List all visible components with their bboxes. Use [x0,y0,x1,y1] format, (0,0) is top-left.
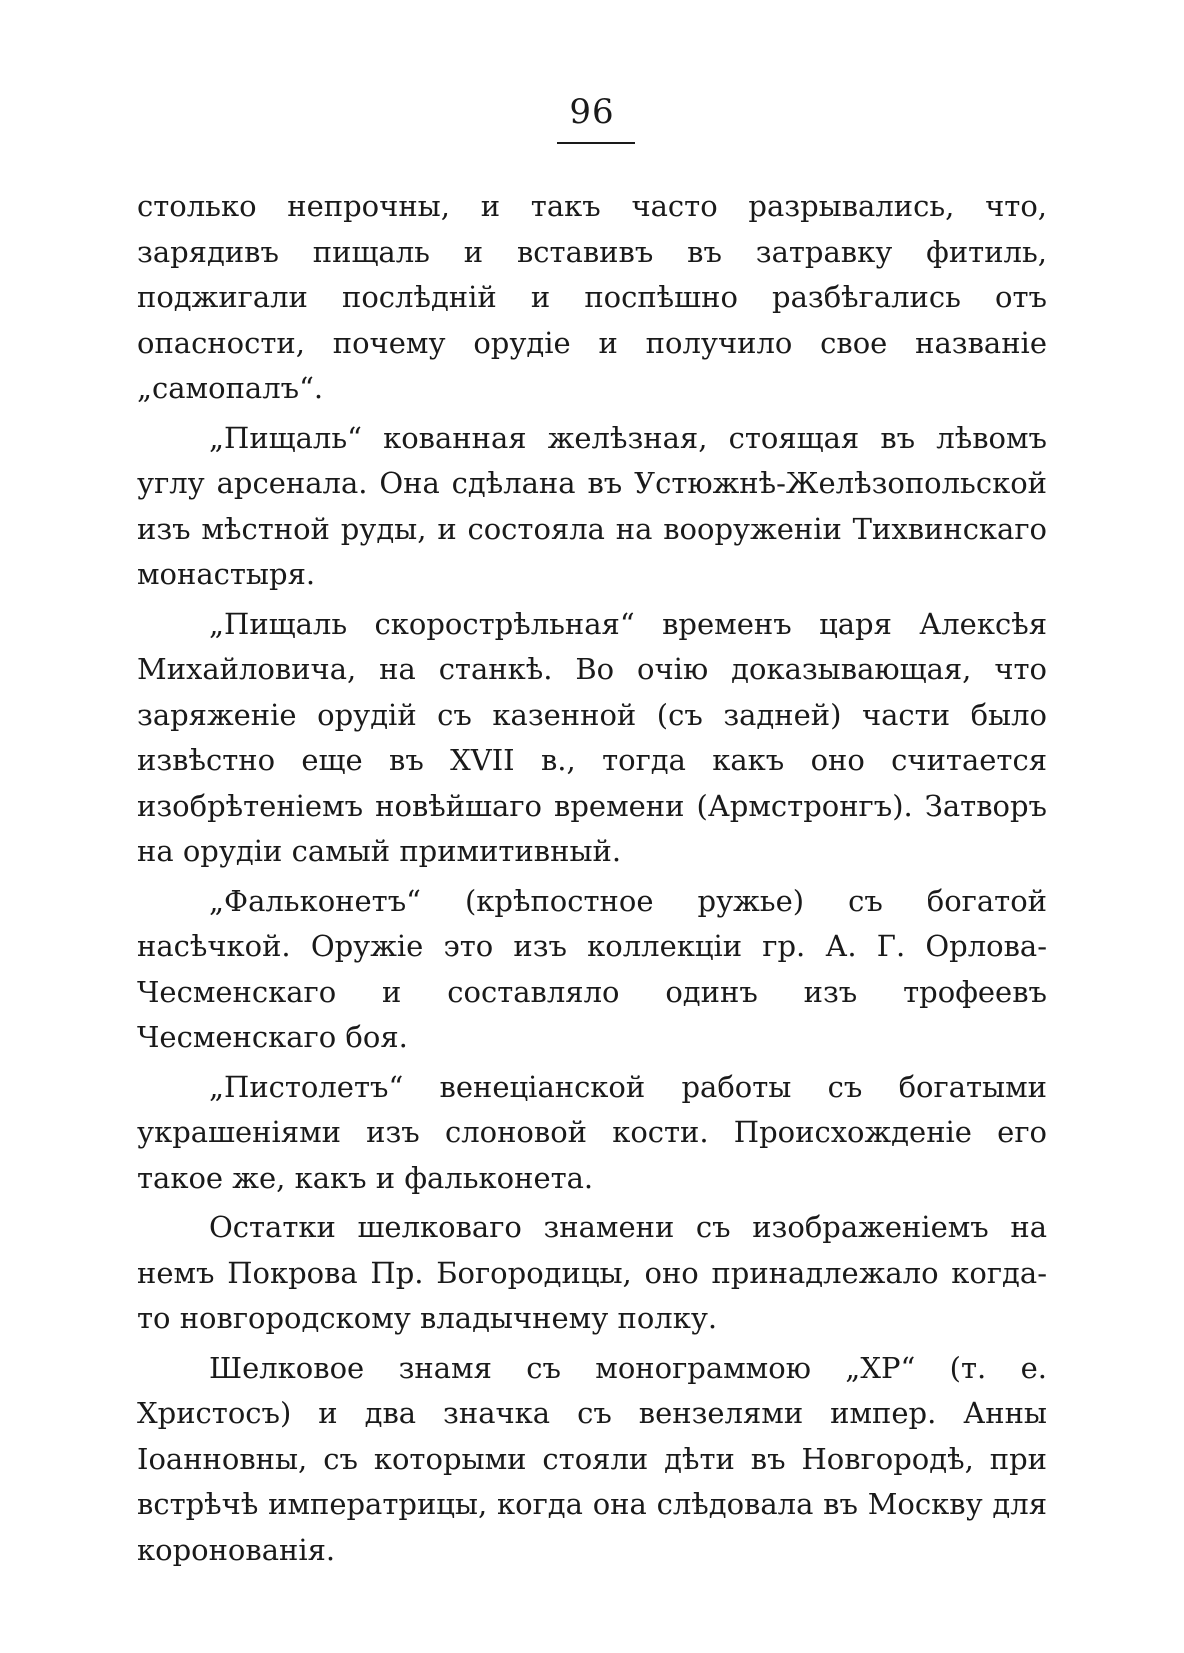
paragraph-2: „Пищаль“ кованная желѣзная, стоящая въ лѣвомъ углу арсенала. Она сдѣлана въ Устюжнѣ-Желѣзопольской изъ мѣстной руды, и состояла на вооруженіи Тихвинскаго монастыря. [137,420,1047,591]
page-number-underline [557,142,635,144]
paragraph-5: „Пистолетъ“ венеціанской работы съ богатыми украшеніями изъ слоновой кости. Происхожденіе его такое же, какъ и фальконета. [137,1069,1047,1195]
page-body-text [137,184,1047,1577]
paragraph-4: „Фальконетъ“ (крѣпостное ружье) съ богатой насѣчкой. Оружіе это изъ коллекціи гр. А. Г. Орлова-Чесменскаго и составляло одинъ изъ трофеевъ Чесменскаго боя. [137,883,1047,1054]
page-number: 96 [569,92,615,132]
paragraph-1: столько непрочны, и такъ часто разрывались, что, зарядивъ пищаль и вставивъ въ затравку фитиль, поджигали послѣдній и поспѣшно разбѣгались отъ опасности, почему орудіе и получило свое названіе „самопалъ“. [137,189,1047,405]
paragraph-6: Остатки шелковаго знамени съ изображеніемъ на немъ Покрова Пр. Богородицы, оно принадлежало когда-то новгородскому владычнему полку. [137,1210,1047,1335]
paragraph-7: Шелковое знамя съ монограммою „ХР“ (т. е. Христосъ) и два значка съ вензелями импер. Анны Іоанновны, съ которыми стояли дѣти въ Новгородѣ, при встрѣчѣ императрицы, когда она слѣдовала въ Москву для коронованія. [137,1350,1047,1567]
paragraph-3: „Пищаль скорострѣльная“ временъ царя Алексѣя Михайловича, на станкѣ. Во очію доказывающая, что заряженіе орудій съ казенной (съ задней) части было извѣстно еще въ XVII в., тогда какъ оно считается изобрѣтеніемъ новѣйшаго времени (Армстронгъ). Затворъ на орудіи самый примитивный. [137,606,1047,868]
